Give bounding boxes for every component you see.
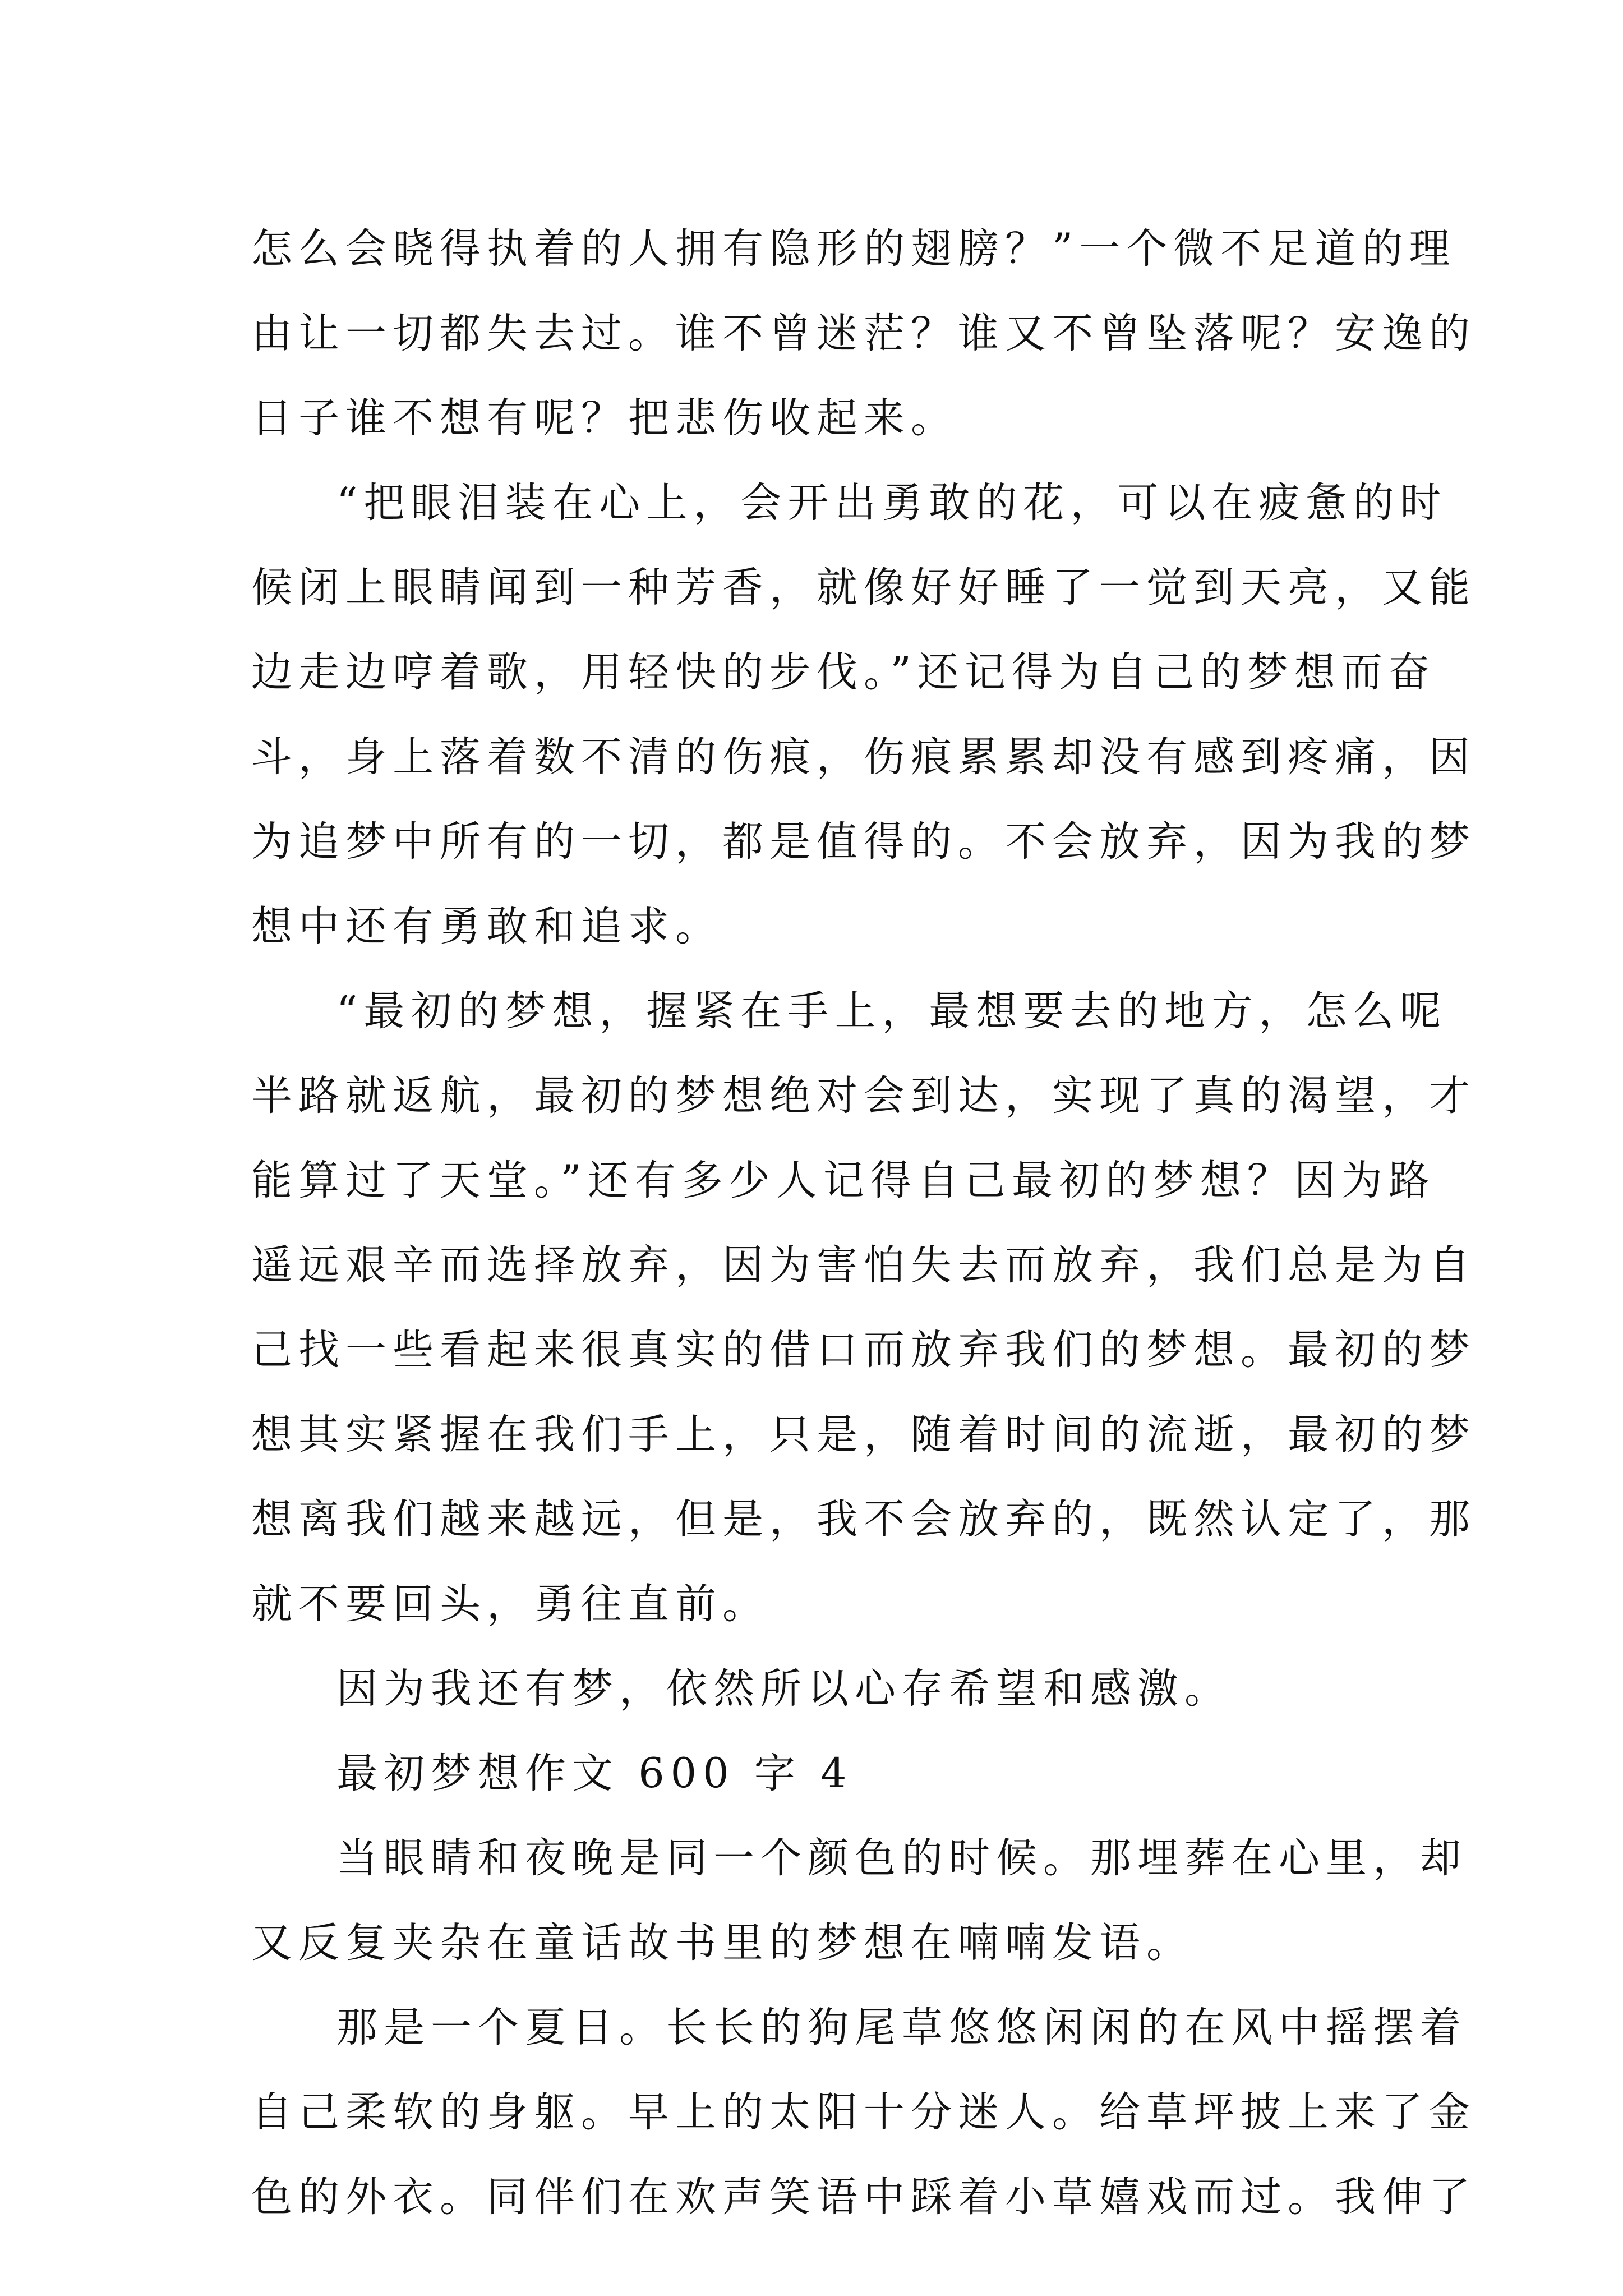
body-text [251,206,1476,2239]
text-line: “最初的梦想，握紧在手上，最想要去的地方，怎么呢 [336,987,1447,1035]
text-line: 当眼睛和夜晚是同一个颜色的时候。那埋葬在心里，却 [336,1834,1467,1882]
text-line: 那是一个夏日。长长的狗尾草悠悠闲闲的在风中摇摆着 [336,2004,1467,2051]
text-line: 为追梦中所有的一切，都是值得的。不会放弃，因为我的梦 [251,818,1476,866]
text-line: 能算过了天堂。”还有多少人记得自己最初的梦想？因为路 [251,1157,1436,1204]
text-line: 边走边哼着歌，用轻快的步伐。”还记得为自己的梦想而奋 [251,648,1436,696]
text-line: 想离我们越来越远，但是，我不会放弃的，既然认定了，那 [251,1496,1476,1543]
text-line: 候闭上眼睛闻到一种芳香，就像好好睡了一觉到天亮，又能 [251,564,1476,611]
text-line: 遥远艰辛而选择放弃，因为害怕失去而放弃，我们总是为自 [251,1241,1476,1289]
text-line: 就不要回头，勇往直前。 [251,1580,769,1628]
text-line: 想其实紧握在我们手上，只是，随着时间的流逝，最初的梦 [251,1411,1476,1458]
text-line: 己找一些看起来很真实的借口而放弃我们的梦想。最初的梦 [251,1326,1476,1374]
text-line: 斗，身上落着数不清的伤痕，伤痕累累却没有感到疼痛，因 [251,733,1476,781]
text-line: 半路就返航，最初的梦想绝对会到达，实现了真的渴望，才 [251,1072,1476,1120]
text-line: 想中还有勇敢和追求。 [251,903,722,950]
text-line: 又反复夹杂在童话故书里的梦想在喃喃发语。 [251,1919,1193,1967]
text-line: “把眼泪装在心上，会开出勇敢的花，可以在疲惫的时 [336,479,1447,527]
text-line: 怎么会晓得执着的人拥有隐形的翅膀？”一个微不足道的理 [251,225,1456,273]
text-line: 最初梦想作文 600 字 4 [336,1750,853,1797]
text-line: 由让一切都失去过。谁不曾迷茫？谁又不曾坠落呢？安逸的 [251,310,1476,357]
text-line: 日子谁不想有呢？把悲伤收起来。 [251,394,958,442]
text-line: 色的外衣。同伴们在欢声笑语中踩着小草嬉戏而过。我伸了 [251,2173,1476,2221]
text-line: 因为我还有梦，依然所以心存希望和感激。 [336,1665,1232,1713]
text-line: 自己柔软的身躯。早上的太阳十分迷人。给草坪披上来了金 [251,2088,1476,2136]
